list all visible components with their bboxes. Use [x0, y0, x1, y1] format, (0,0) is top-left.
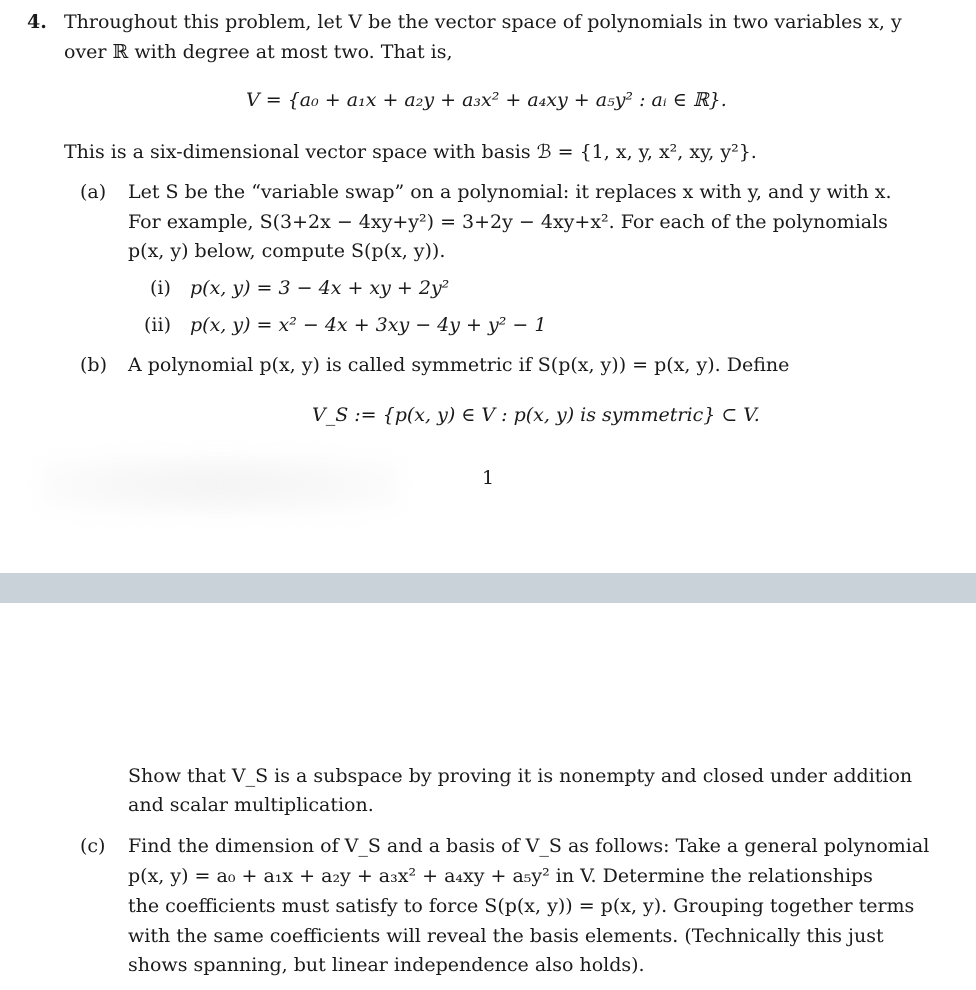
problem-intro-line-1: Throughout this problem, let V be the vector space of polynomials in two variables x, y — [64, 11, 902, 33]
part-b-label: (b) — [80, 354, 107, 376]
symmetric-subspace-definition: V_S := {p(x, y) ∈ V : p(x, y) is symmetric} ⊂ V. — [312, 404, 760, 426]
part-a-label: (a) — [80, 181, 107, 203]
part-c-label: (c) — [80, 835, 106, 857]
part-a-line-1: Let S be the “variable swap” on a polynomial: it replaces x with y, and y with x. — [128, 181, 892, 203]
scan-smudge — [40, 455, 400, 515]
part-c-line-5: shows spanning, but linear independence also holds). — [128, 954, 645, 976]
part-c-line-2: p(x, y) = a₀ + a₁x + a₂y + a₃x² + a₄xy + a₅y² in V. Determine the relationships — [128, 865, 873, 887]
vector-space-definition: V = {a₀ + a₁x + a₂y + a₃x² + a₄xy + a₅y² : aᵢ ∈ ℝ}. — [246, 89, 727, 111]
part-b-continued-line-2: and scalar multiplication. — [128, 794, 374, 816]
part-c-line-3: the coefficients must satisfy to force S(p(x, y)) = p(x, y). Grouping together terms — [128, 895, 915, 917]
problem-number: 4. — [27, 11, 47, 33]
part-a-item-label: (i) — [150, 277, 171, 299]
problem-intro-line-2: over ℝ with degree at most two. That is, — [64, 41, 453, 63]
part-c-line-1: Find the dimension of V_S and a basis of V_S as follows: Take a general polynomial — [128, 835, 930, 857]
part-a-item-label: (ii) — [144, 314, 171, 336]
part-c-line-4: with the same coefficients will reveal the basis elements. (Technically this just — [128, 925, 884, 947]
part-a-item-expr: p(x, y) = 3 − 4x + xy + 2y² — [190, 277, 450, 299]
part-a-item-expr: p(x, y) = x² − 4x + 3xy − 4y + y² − 1 — [190, 314, 547, 336]
part-a-line-2: For example, S(3+2x − 4xy+y²) = 3+2y − 4xy+x². For each of the polynomials — [128, 211, 888, 233]
part-b-continued-line-1: Show that V_S is a subspace by proving it is nonempty and closed under addition — [128, 765, 913, 787]
page-number: 1 — [482, 467, 495, 489]
page-separator — [0, 573, 976, 603]
basis-statement: This is a six-dimensional vector space with basis ℬ = {1, x, y, x², xy, y²}. — [64, 141, 757, 163]
part-b-line-1: A polynomial p(x, y) is called symmetric if S(p(x, y)) = p(x, y). Define — [128, 354, 790, 376]
part-a-line-3: p(x, y) below, compute S(p(x, y)). — [128, 240, 446, 262]
